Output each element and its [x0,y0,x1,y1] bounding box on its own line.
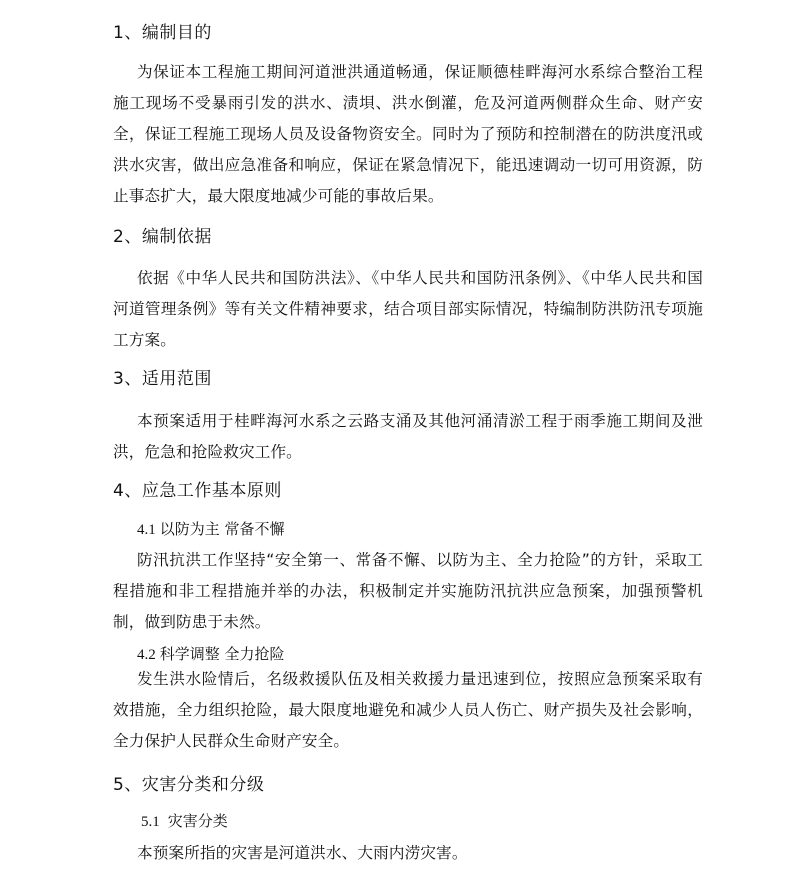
subsection-number: 4.1 [137,522,156,538]
subsection-number: 4.2 [137,647,156,663]
section-heading-2: 2、编制依据 [113,227,212,247]
section-heading-1: 1、编制目的 [113,23,212,43]
subsection-title: 以防为主 常备不懈 [159,520,285,538]
subsection-paragraph-4-1: 防汛抗洪工作坚持“安全第一、常备不懈、以防为主、全力抢险”的方针，采取工程措施和非工程措施并举的办法，积极制定并实施防汛抗洪应急预案，加强预警机制，做到防患于未然。 [113,551,703,631]
subsection-heading-5-1 [141,809,228,834]
subsection-paragraph-4-2: 发生洪水险情后，名级救援队伍及相关救援力量迅速到位，按照应急预案采取有效措施，全力组织抢险，最大限度地避免和减少人员人伤亡、财产损失及社会影响，全力保护人民群众生命财产安全。 [113,670,703,750]
section-heading-5: 5、灾害分类和分级 [113,775,265,795]
subsection-heading-4-1 [137,517,285,542]
subsection-number: 5.1 [141,814,160,830]
section-paragraph-3: 本预案适用于桂畔海河水系之云路支涌及其他河涌清淤工程于雨季施工期间及泄洪，危急和抢险救灾工作。 [113,412,703,461]
section-paragraph-2: 依据《中华人民共和国防洪法》、《中华人民共和国防汛条例》、《中华人民共和国河道管理条例》等有关文件精神要求，结合项目部实际情况，特编制防洪防汛专项施工方案。 [113,269,703,349]
subsection-title: 灾害分类 [167,812,228,830]
section-heading-4: 4、应急工作基本原则 [113,481,282,501]
section-heading-3: 3、适用范围 [113,369,212,389]
section-paragraph-1: 为保证本工程施工期间河道泄洪通道畅通，保证顺德桂畔海河水系综合整治工程施工现场不受暴雨引发的洪水、渍垻、洪水倒灌，危及河道两侧群众生命、财产安全，保证工程施工现场人员及设备物资安全。同时为了预防和控制潜在的防洪度汛或洪水灾害，做出应急准备和响应，保证在紧急情况下，能迅速调动一切可用资源，防止事态扩大，最大限度地减少可能的事故后果。 [113,63,703,205]
subsection-title: 科学调整 全力抢险 [159,645,285,663]
subsection-paragraph-5-1: 本预案所指的灾害是河道洪水、大雨内涝灾害。 [137,844,468,862]
